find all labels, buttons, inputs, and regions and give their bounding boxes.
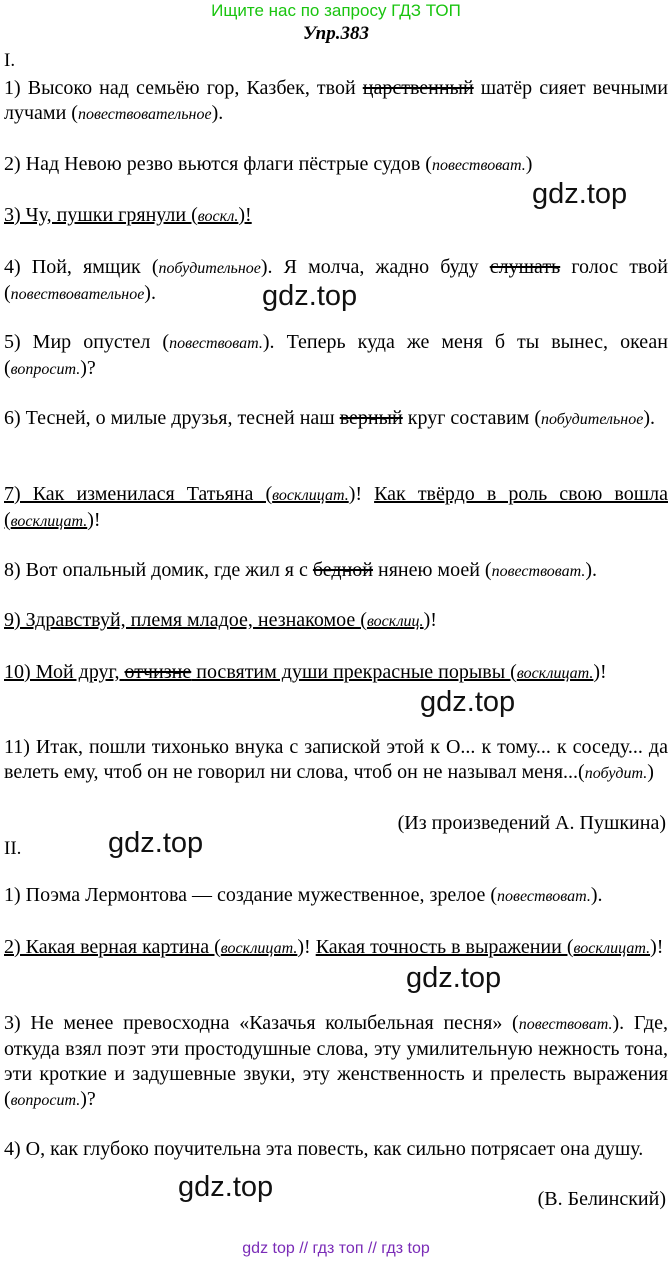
sentence-1-10: 10) Мой друг, отчизне посвятим души прекрасные порывы (восклицат.)!	[4, 661, 607, 683]
footer-links[interactable]: gdz top // гдз топ // гдз top	[242, 1240, 430, 1257]
sentence-1-11: 11) Итак, пошли тихонько внука с запиской этой к О... к тому... к соседу... да велеть ему, чтоб он не говорил ни слова, чтоб он не называл меня...(побудит.)	[4, 736, 668, 783]
sentence-1-2: 2) Над Невою резво вьются флаги пёстрые судов (повествоват.)	[4, 153, 533, 175]
sentence-2-4: 4) О, как глубоко поучительна эта повесть, как сильно потрясает она душу.	[4, 1138, 644, 1160]
sentence-1-6: 6) Тесней, о милые друзья, тесней наш верный круг составим (побудительное).	[4, 407, 655, 429]
sentence-2-1: 1) Поэма Лермонтова — создание мужественное, зрелое (повествоват.).	[4, 884, 603, 906]
source-belinsky: (В. Белинский)	[537, 1188, 666, 1210]
sentence-1-7: 7) Как изменилася Татьяна (восклицат.)! Как твёрдо в роль свою вошла (восклицат.)!	[4, 483, 668, 531]
section-two-heading: II.	[4, 838, 22, 859]
sentence-1-5: 5) Мир опустел (повествоват.). Теперь куда же меня б ты вынес, океан (вопросит.)?	[4, 331, 669, 379]
watermark: gdz.top	[178, 1171, 274, 1203]
sentence-1-1: 1) Высоко над семьёю гор, Казбек, твой царственный шатёр сияет вечными лучами (повествовательное).	[4, 77, 668, 124]
sentence-1-4: 4) Пой, ямщик (побудительное). Я молча, жадно буду слушать голос твой (повествовательное).	[4, 256, 669, 304]
sentence-1-8: 8) Вот опальный домик, где жил я с бедной нянею моей (повествоват.).	[4, 559, 598, 581]
sentence-1-3: 3) Чу, пушки грянули (воскл.)!	[4, 204, 252, 226]
exercise-title: Упр.383	[302, 23, 369, 44]
section-one-heading: I.	[4, 50, 16, 71]
source-pushkin: (Из произведений А. Пушкина)	[397, 812, 666, 834]
sentence-1-9: 9) Здравствуй, племя младое, незнакомое (восклиц.)!	[4, 609, 437, 631]
watermark: gdz.top	[532, 178, 628, 210]
watermark: gdz.top	[262, 280, 358, 312]
search-banner[interactable]: Ищите нас по запросу ГДЗ ТОП	[211, 1, 461, 20]
watermark: gdz.top	[108, 827, 204, 859]
sentence-2-2: 2) Какая верная картина (восклицат.)! Какая точность в выражении (восклицат.)!	[4, 936, 664, 958]
sentence-2-3: 3) Не менее превосходна «Казачья колыбельная песня» (повествоват.). Где, откуда взял поэт эти простодушные слова, эту умилительную нежность тона, эти кроткие и задушевные звуки, эту женственность и прелесть выражения (вопросит.)?	[4, 1012, 668, 1110]
watermark: gdz.top	[420, 686, 516, 718]
watermark: gdz.top	[406, 962, 502, 994]
